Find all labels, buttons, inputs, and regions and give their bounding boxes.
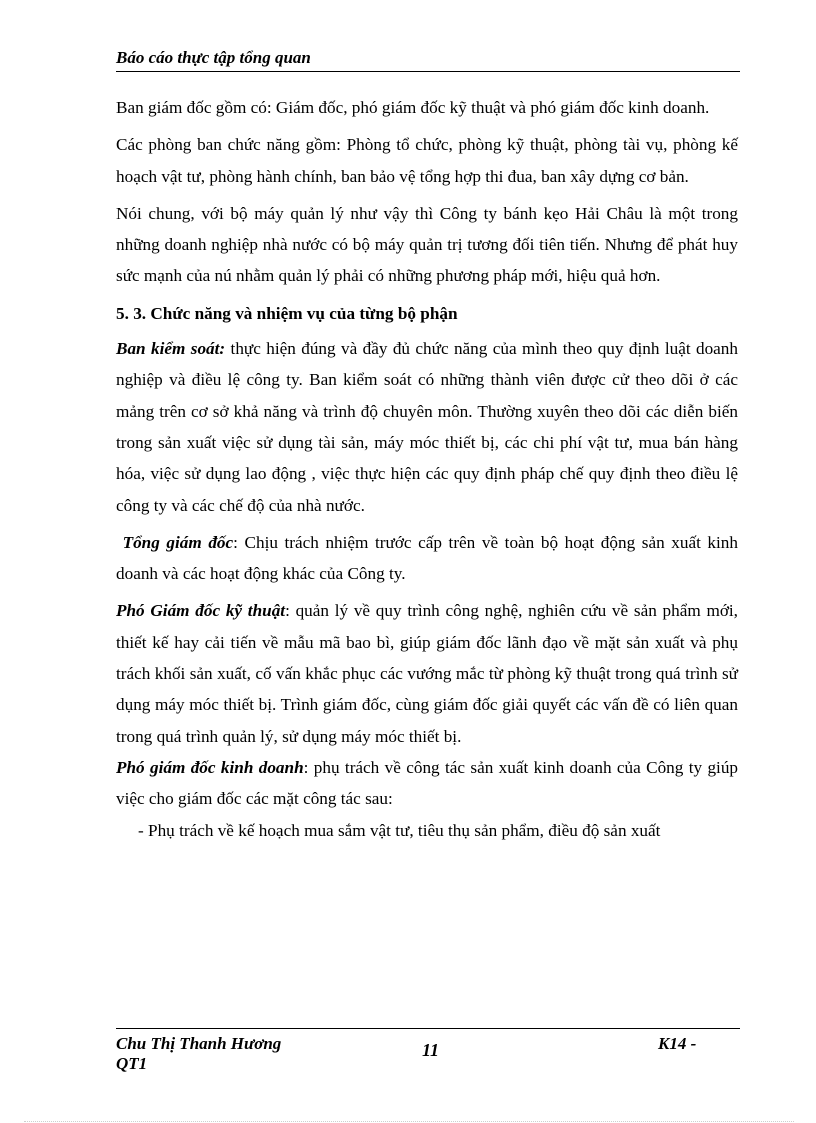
paragraph-management-summary: Nói chung, với bộ máy quản lý như vậy thì Công ty bánh kẹo Hải Châu là một trong những doanh nghiệp nhà nước có bộ máy quản trị tương đối tiên tiến. Nhưng để phát huy sức mạnh của nú nhằm quản lý phải có những phương pháp mới, hiệu quả hơn.	[116, 203, 738, 286]
paragraph-board-of-directors: Ban giám đốc gồm có: Giám đốc, phó giám đốc kỹ thuật và phó giám đốc kinh doanh.	[116, 98, 710, 117]
footer-author-name: Chu Thị Thanh Hương	[116, 1034, 282, 1053]
footer-rule	[116, 1028, 740, 1029]
text-supervisory-board: thực hiện đúng và đầy đủ chức năng của mình theo quy định luật doanh nghiệp và điều lệ công ty. Ban kiểm soát có những thành viên được cử theo dõi ở các mảng trên cơ sở khả năng và trình độ chuyên môn. Thường xuyên theo dõi các diễn biến trong sản xuất việc sử dụng tài sản, máy móc thiết bị, các chi phí vật tư, mua bán hàng hóa, việc sử dụng lao động , việc thực hiện các quy định pháp chế quy định theo điều lệ công ty và các chế độ của nhà nước.	[116, 339, 738, 515]
running-footer	[116, 1034, 740, 1084]
paragraph-general-director	[116, 527, 738, 590]
page-number: 11	[422, 1040, 440, 1060]
paragraph-departments: Các phòng ban chức năng gồm: Phòng tổ chức, phòng kỹ thuật, phòng tài vụ, phòng kế hoạch vật tư, phòng hành chính, ban bảo vệ tổng hợp thi đua, ban xây dựng cơ bản.	[116, 135, 738, 186]
footer-author	[116, 1034, 316, 1074]
term-supervisory-board: Ban kiểm soát:	[116, 339, 226, 359]
term-technical-deputy: Phó Giám đốc kỹ thuật	[116, 601, 286, 621]
term-business-deputy: Phó giám đốc kinh doanh	[116, 757, 304, 777]
header-rule	[116, 71, 740, 72]
body-text	[116, 92, 738, 846]
text-business-deputy: : phụ trách về công tác sản xuất kinh doanh của Công ty giúp việc cho giám đốc các mặt công tác sau:	[116, 757, 739, 809]
term-general-director: Tổng giám đốc	[122, 532, 234, 552]
section-heading: 5. 3. Chức năng và nhiệm vụ của từng bộ phận	[116, 303, 458, 323]
bullet-item: - Phụ trách về kế hoạch mua sắm vật tư, tiêu thụ sản phẩm, điều độ sản xuất	[138, 820, 661, 840]
paragraph-business-deputy	[116, 752, 738, 815]
paragraph-technical-deputy	[116, 595, 738, 751]
footer-class-code: K14 -	[658, 1034, 697, 1053]
paragraph-supervisory-board	[116, 333, 738, 521]
text-general-director: : Chịu trách nhiệm trước cấp trên về toàn bộ hoạt động sản xuất kinh doanh và các hoạt động khác của Công ty.	[116, 532, 738, 584]
page-bottom-dotted-edge	[24, 1121, 794, 1122]
running-header: Báo cáo thực tập tổng quan	[116, 48, 311, 67]
text-technical-deputy: : quản lý về quy trình công nghệ, nghiên cứu về sản phẩm mới, thiết kế hay cải tiến về mẫu mã bao bì, giúp giám đốc lãnh đạo về mặt sản xuất và phụ trách khối sản xuất, cố vấn khắc phục các vướng mắc từ phòng kỹ thuật trong quá trình sử dụng máy móc thiết bị. Trình giám đốc, cùng giám đốc giải quyết các vấn đề có liên quan trong quá trình quản lý, sử dụng máy móc thiết bị.	[116, 601, 738, 746]
footer-author-class: QT1	[116, 1054, 148, 1073]
